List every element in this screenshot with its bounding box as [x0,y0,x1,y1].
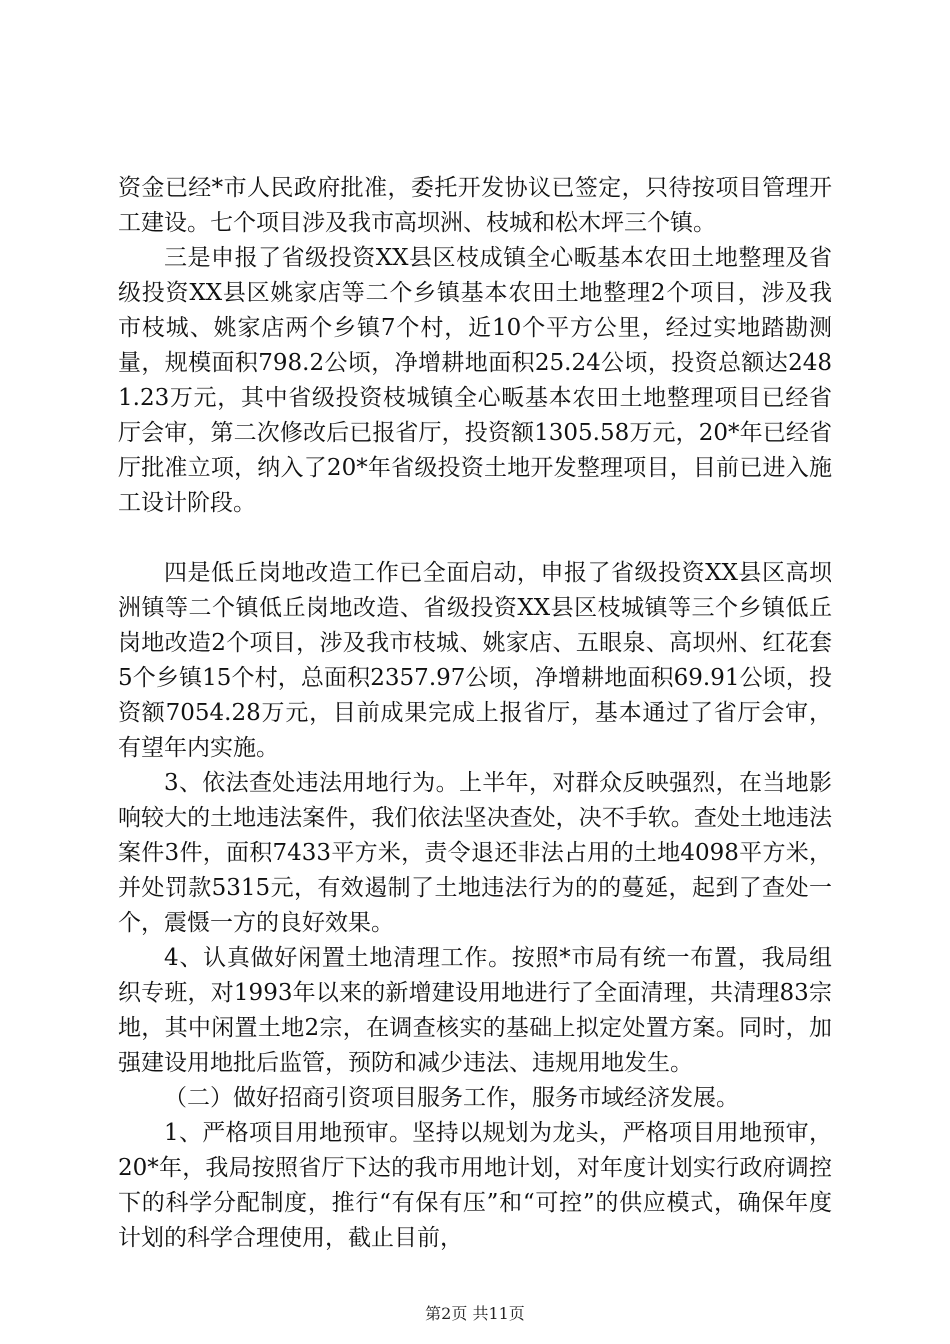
paragraph-6: 1、严格项目用地预审。坚持以规划为龙头，严格项目用地预审，20*年，我局按照省厅下达的我市用地计划，对年度计划实行政府调控下的科学分配制度，推行“有保有压”和“可控”的供应模式，确保年度计划的科学合理使用，截止目前， [118,1120,832,1251]
paragraph-3: 四是低丘岗地改造工作已全面启动，申报了省级投资XX县区高坝洲镇等二个镇低丘岗地改造、省级投资XX县区枝城镇等三个乡镇低丘岗地改造2个项目，涉及我市枝城、姚家店、五眼泉、高坝州、红花套5个乡镇15个村，总面积2357.97公顷，净增耕地面积69.91公顷，投资额7054.28万元，目前成果完成上报省厅，基本通过了省厅会审，有望年内实施。 [118,560,832,761]
paragraph-5: 4、认真做好闲置土地清理工作。按照*市局有统一布置，我局组织专班，对1993年以来的新增建设用地进行了全面清理，共清理83宗地，其中闲置土地2宗，在调查核实的基础上拟定处置方案。同时，加强建设用地批后监管，预防和减少违法、违规用地发生。 [118,945,832,1076]
document-body [118,171,832,1256]
paragraph-2: 三是申报了省级投资XX县区枝成镇全心畈基本农田土地整理及省级投资XX县区姚家店等二个乡镇基本农田土地整理2个项目，涉及我市枝城、姚家店两个乡镇7个村，近10个平方公里，经过实地踏勘测量，规模面积798.2公顷，净增耕地面积25.24公顷，投资总额达2481.23万元，其中省级投资枝城镇全心畈基本农田土地整理项目已经省厅会审，第二次修改后已报省厅，投资额1305.58万元，20*年已经省厅批准立项，纳入了20*年省级投资土地开发整理项目，目前已进入施工设计阶段。 [118,245,832,516]
section-heading: （二）做好招商引资项目服务工作，服务市域经济发展。 [164,1085,739,1111]
paragraph-4: 3、依法查处违法用地行为。上半年，对群众反映强烈，在当地影响较大的土地违法案件，我们依法坚决查处，决不手软。查处土地违法案件3件，面积7433平方米，责令退还非法占用的土地4098平方米，并处罚款5315元，有效遏制了土地违法行为的的蔓延，起到了查处一个，震慑一方的良好效果。 [118,770,832,936]
page-footer: 第2页 共11页 [425,1304,525,1323]
paragraph-1: 资金已经*市人民政府批准，委托开发协议已签定，只待按项目管理开工建设。七个项目涉及我市高坝洲、枝城和松木坪三个镇。 [118,175,832,236]
